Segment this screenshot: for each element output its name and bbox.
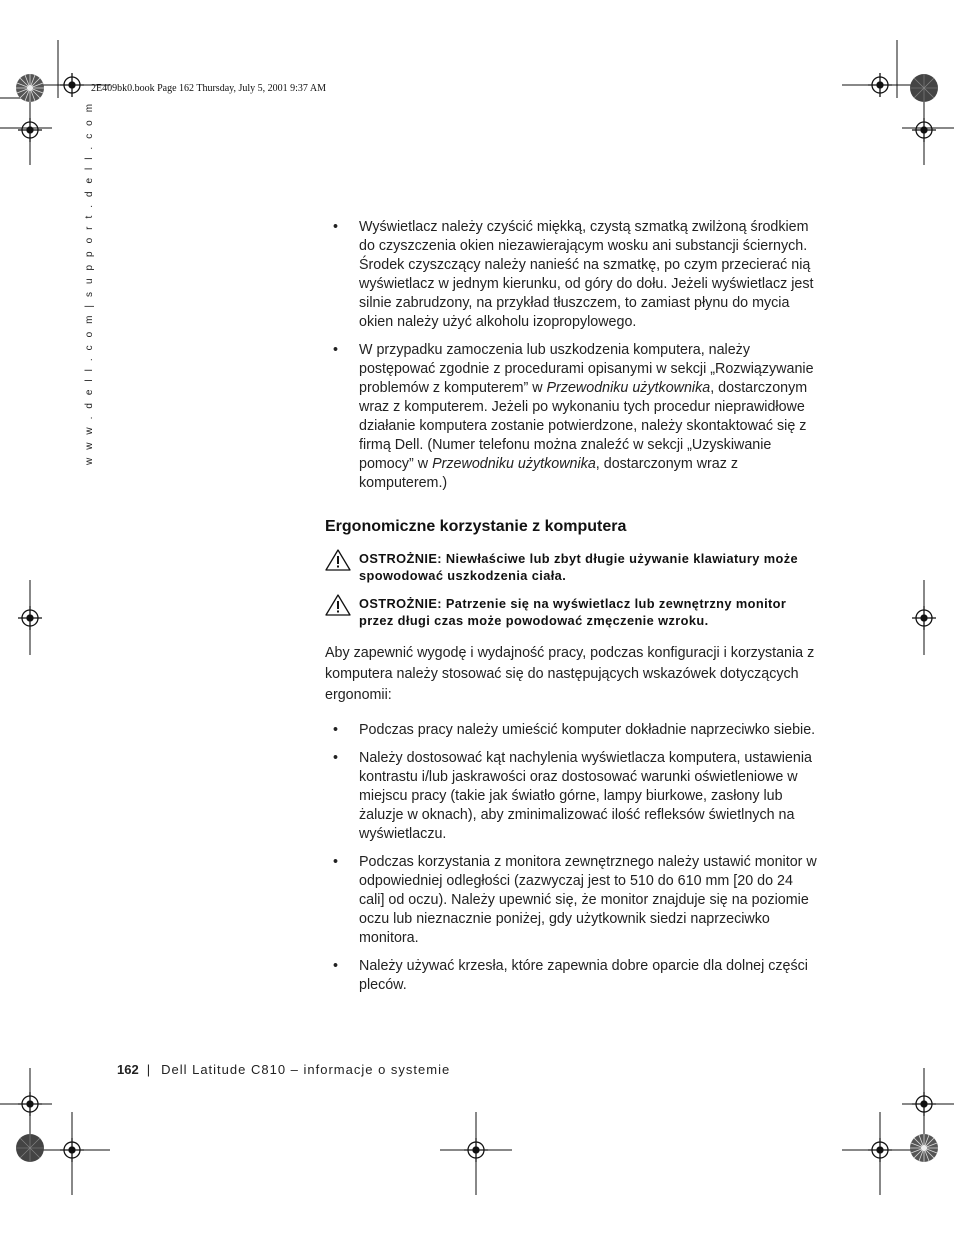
print-job-header: 2E409bk0.book Page 162 Thursday, July 5, 2001 9:37 AM [91, 83, 326, 94]
warning-triangle-icon [325, 549, 351, 571]
section-heading: Ergonomiczne korzystanie z komputera [325, 518, 627, 535]
list-item: • Należy dostosować kąt nachylenia wyświetlacza komputera, ustawienia kontrastu i/lub jaskrawości oraz dostosować warunki oświetleniowe w miejscu pracy (takie jak światło górne, lampy biurkowe, zasłony lub żaluzje w oknach), aby zminimalizować ilość refleksów świetlnych na wyświetlaczu. [325, 749, 820, 844]
guide-title-italic: Przewodniku użytkownika [546, 380, 711, 396]
list-item-text: W przypadku zamoczenia lub uszkodzenia komputera, należy postępować zgodnie z procedurami opisanymi w sekcji „Rozwiązywanie problemów z komputerem” w [359, 342, 814, 396]
caution-text: OSTROŻNIE: Patrzenie się na wyświetlacz lub zewnętrzny monitor przez długi czas może powodować zmęczenie wzroku. [359, 596, 787, 628]
intro-paragraph: Aby zapewnić wygodę i wydajność pracy, podczas konfiguracji i korzystania z komputera należy stosować się do następujących wskazówek dotyczących ergonomii: [325, 645, 815, 703]
page-footer [117, 1062, 450, 1077]
page-number: 162 [117, 1062, 139, 1077]
list-item [325, 341, 820, 493]
list-item: • Należy używać krzesła, które zapewnia dobre oparcie dla dolnej części pleców. [325, 957, 820, 995]
list-item-text: , dostarczonym wraz z komputerem. Jeżeli po wykonaniu tych procedur nieprawidłowe działanie komputera zostanie potwierdzone, należy skontaktować się z firmą Dell. (Numer telefonu można znaleźć w sekcji „Uzyskiwanie pomocy” w [359, 380, 808, 472]
warning-triangle-icon [325, 594, 351, 616]
caution-notice [325, 550, 820, 584]
bullet-list-bottom [325, 721, 820, 995]
bullet-list-top [325, 218, 820, 493]
footer-title: Dell Latitude C810 – informacje o systemie [161, 1062, 451, 1077]
list-item-text: Wyświetlacz należy czyścić miękką, czystą szmatką zwilżoną środkiem do czyszczenia okien niezawierającym wosku ani substancji ściernych. Środek czyszczący należy nanieść na szmatkę, po czym przecierać nią wyświetlacz w jednym kierunku, od góry do dołu. Jeżeli wyświetlacz jest silnie zabrudzony, na przykład tłuszczem, to zamiast płynu do mycia okien należy użyć alkoholu izopropylowego. [359, 219, 814, 330]
list-item-text: , dostarczonym wraz z komputerem.) [359, 456, 739, 491]
list-item: • Podczas pracy należy umieścić komputer dokładnie naprzeciwko siebie. [325, 721, 820, 740]
footer-separator: | [146, 1062, 152, 1077]
caution-notice [325, 595, 820, 629]
guide-title-italic: Przewodniku użytkownika [432, 456, 596, 472]
page-content [325, 218, 820, 1004]
list-item: • Podczas korzystania z monitora zewnętrznego należy ustawić monitor w odpowiedniej odległości (zazwyczaj jest to 510 do 610 mm [20 do 24 cali] od oczu). Należy upewnić się, że monitor znajduje się na poziomie oczu lub nieznacznie poniżej, gdy użytkownik siedzi naprzeciwko monitora. [325, 853, 820, 948]
side-url-text: w w w . d e l l . c o m | s u p p o r t . d e l l . c o m [84, 101, 95, 465]
caution-text: OSTROŻNIE: Niewłaściwe lub zbyt długie używanie klawiatury może spowodować uszkodzenia ciała. [359, 551, 799, 583]
list-item [325, 218, 820, 332]
